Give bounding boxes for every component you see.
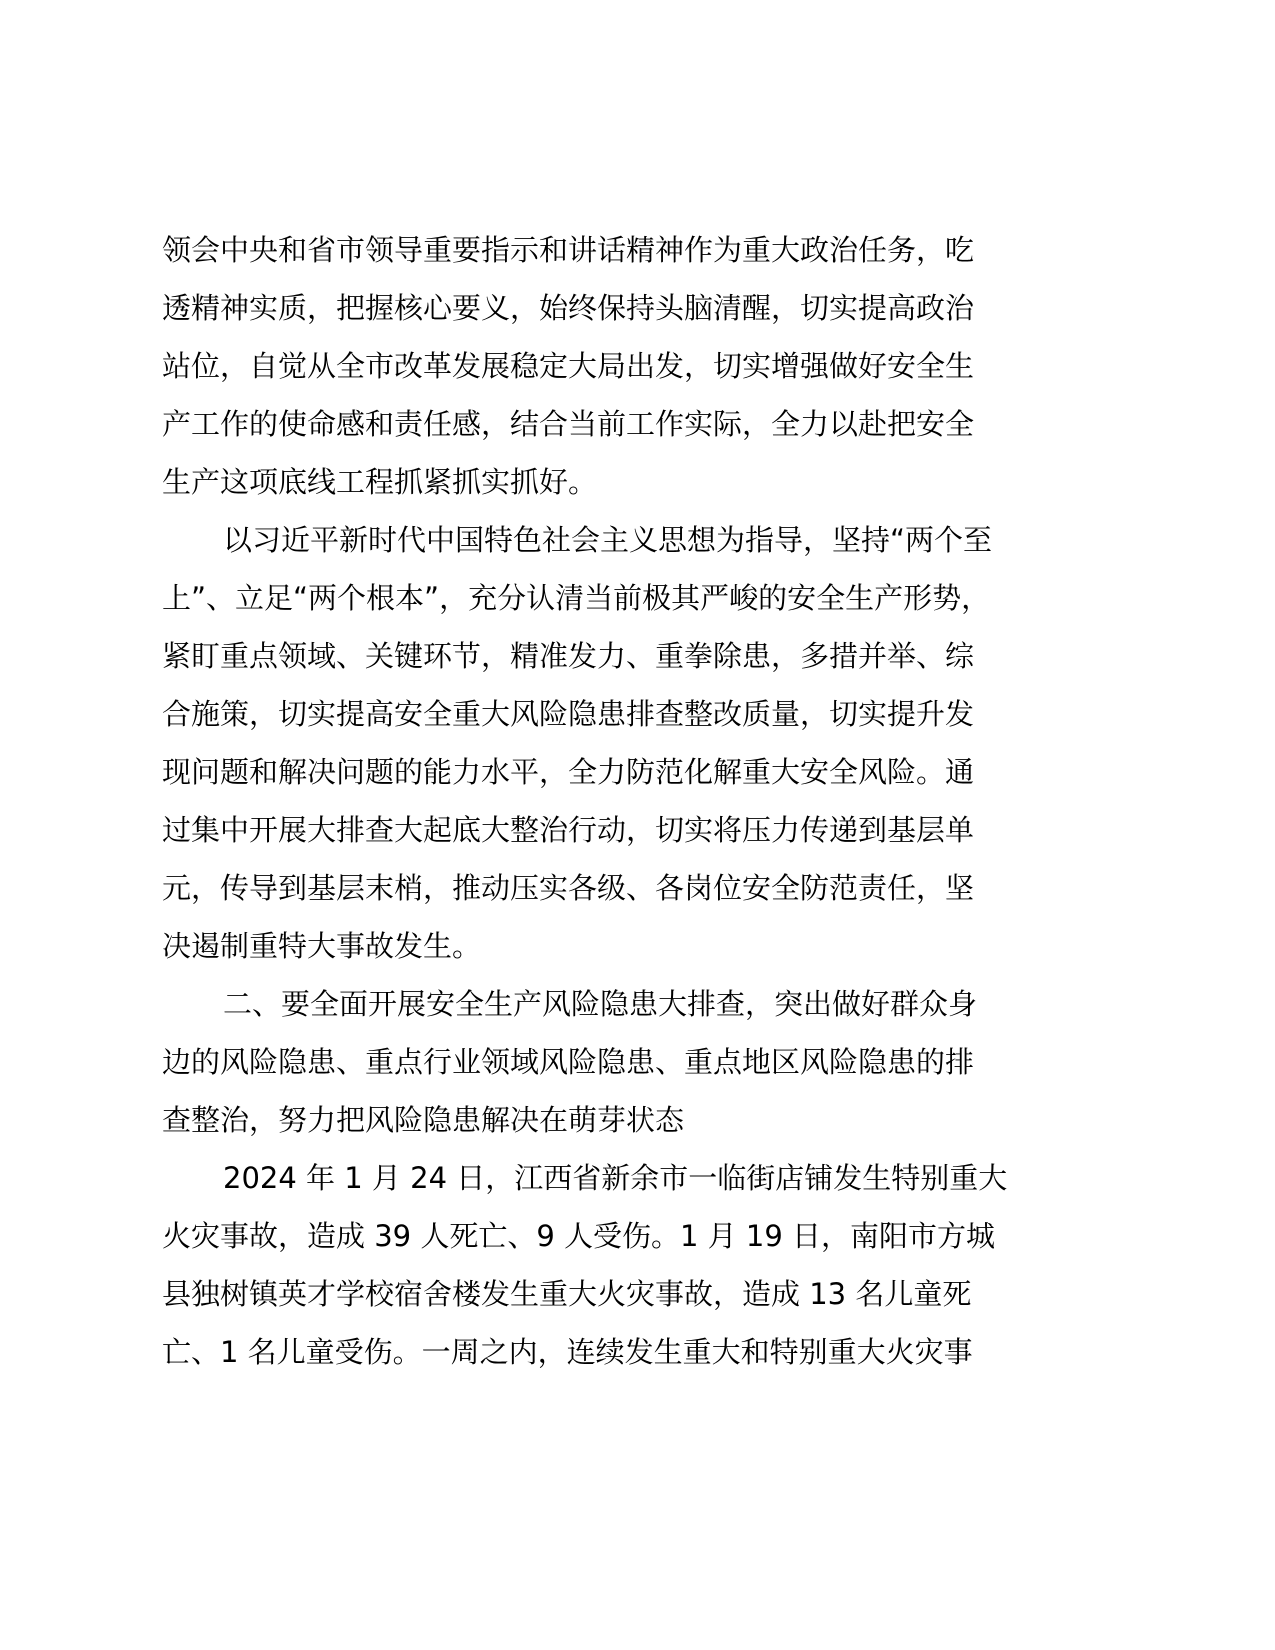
text-line: 领会中央和省市领导重要指示和讲话精神作为重大政治任务，吃 [162,233,975,267]
text-line: 亡、1 名儿童受伤。一周之内，连续发生重大和特别重大火灾事 [162,1335,973,1369]
text-line: 元，传导到基层末梢，推动压实各级、各岗位安全防范责任，坚 [162,871,975,905]
paragraph-3-heading [162,975,1067,1149]
text-line: 过集中开展大排查大起底大整治行动，切实将压力传递到基层单 [162,813,975,847]
text-line: 火灾事故，造成 39 人死亡、9 人受伤。1 月 19 日，南阳市方城 [162,1219,996,1253]
text-line: 透精神实质，把握核心要义，始终保持头脑清醒，切实提高政治 [162,291,975,325]
text-line: 查整治，努力把风险隐患解决在萌芽状态 [162,1103,685,1137]
text-line: 现问题和解决问题的能力水平，全力防范化解重大安全风险。通 [162,755,975,789]
document-body [162,221,1067,1381]
text-line: 紧盯重点领域、关键环节，精准发力、重拳除患，多措并举、综 [162,639,975,673]
text-line: 边的风险隐患、重点行业领域风险隐患、重点地区风险隐患的排 [162,1045,975,1079]
text-line: 生产这项底线工程抓紧抓实抓好。 [162,465,598,499]
text-line: 二、要全面开展安全生产风险隐患大排查，突出做好群众身 [223,987,978,1021]
text-line: 县独树镇英才学校宿舍楼发生重大火灾事故，造成 13 名儿童死 [162,1277,972,1311]
text-line: 决遏制重特大事故发生。 [162,929,482,963]
text-line: 2024 年 1 月 24 日，江西省新余市一临街店铺发生特别重大 [223,1161,1008,1195]
text-line: 上”、立足“两个根本”，充分认清当前极其严峻的安全生产形势， [162,581,991,615]
text-line: 以习近平新时代中国特色社会主义思想为指导，坚持“两个至 [223,523,993,557]
paragraph-4 [162,1149,1067,1381]
paragraph-2 [162,511,1067,975]
text-line: 合施策，切实提高安全重大风险隐患排查整改质量，切实提升发 [162,697,975,731]
text-line: 站位，自觉从全市改革发展稳定大局出发，切实增强做好安全生 [162,349,975,383]
paragraph-1 [162,221,1067,511]
text-line: 产工作的使命感和责任感，结合当前工作实际，全力以赴把安全 [162,407,975,441]
